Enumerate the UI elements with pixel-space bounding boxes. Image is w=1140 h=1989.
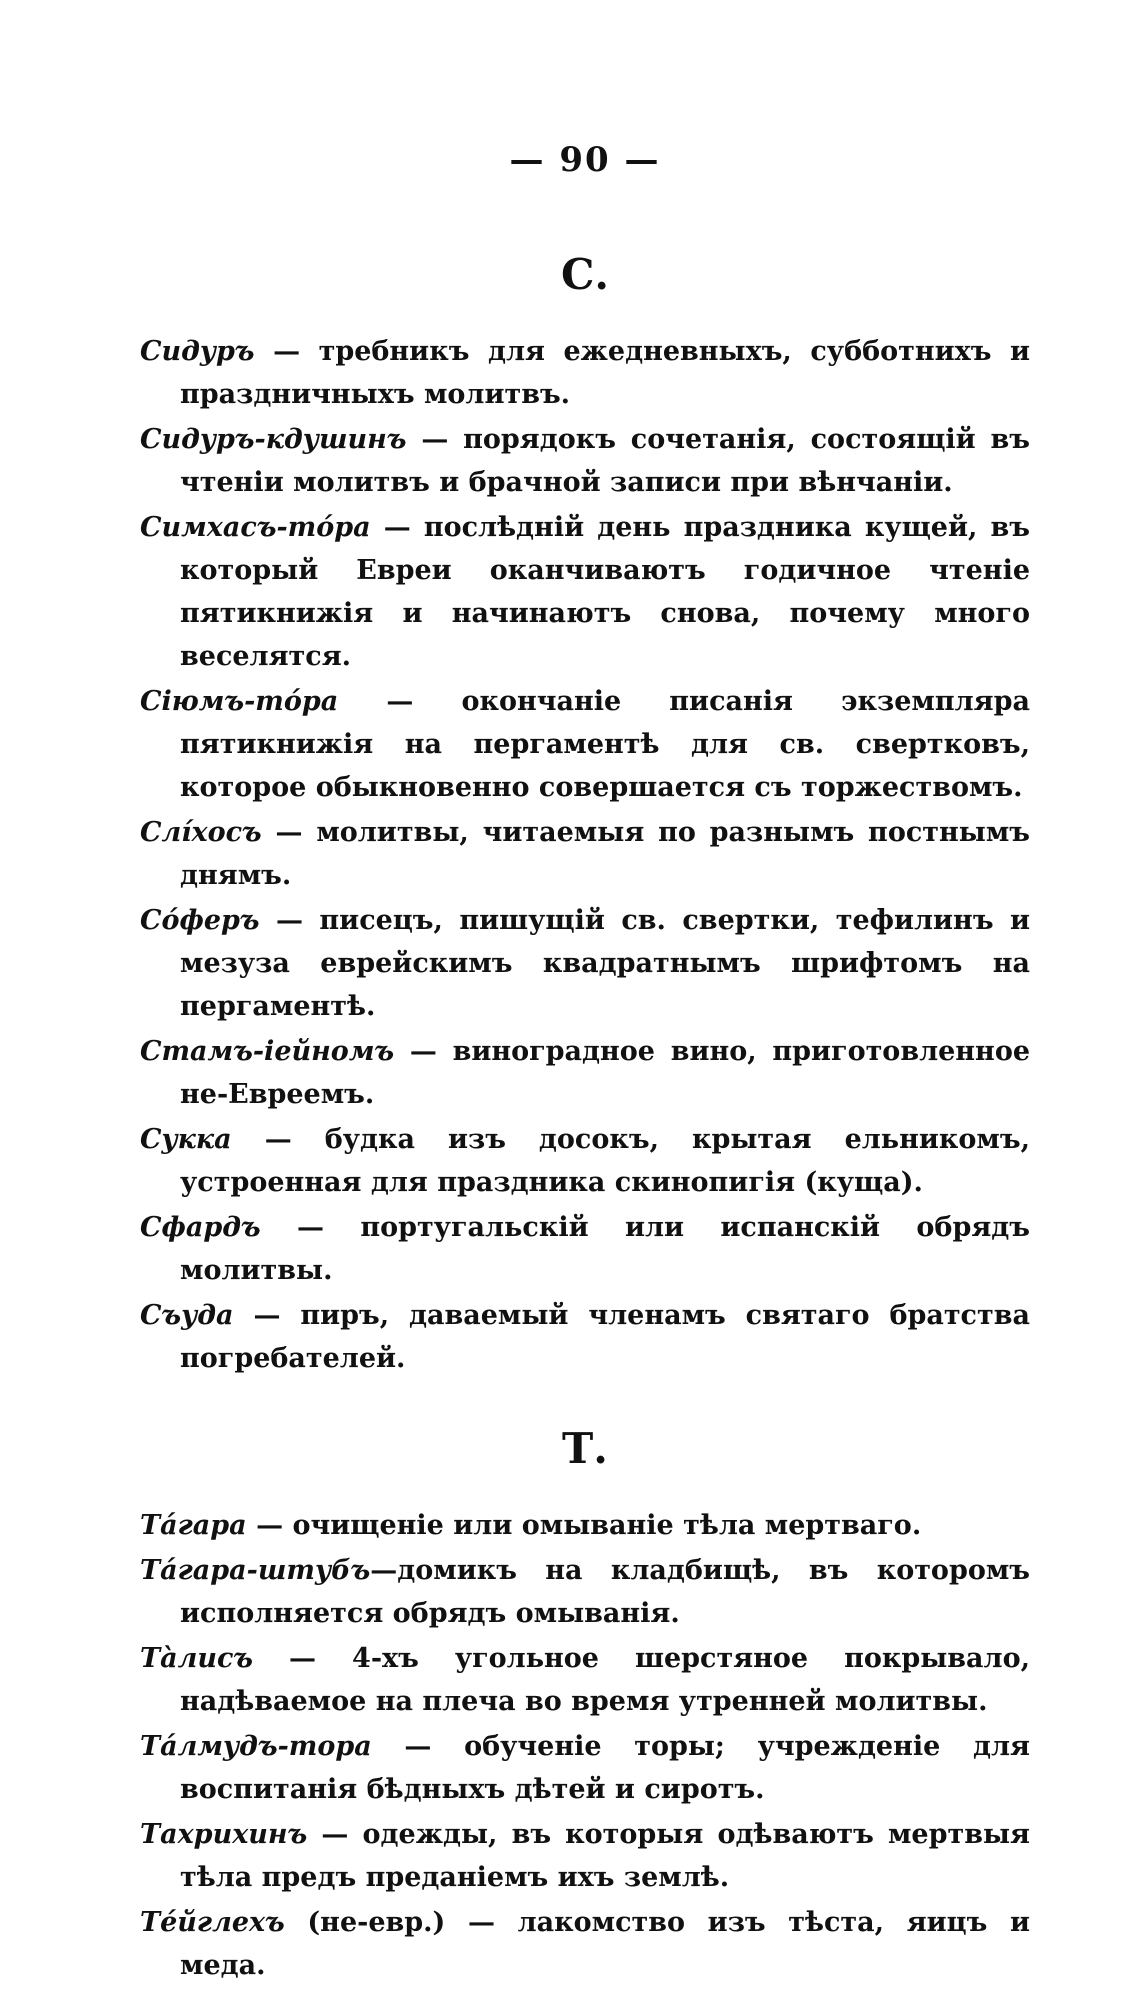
entry-term: Тàлисъ (140, 1643, 254, 1674)
entry-definition: послѣдній день праздника кущей, въ который Евреи оканчиваютъ годичное чтеніе пятикнижія и начинаютъ снова, почему много веселятся. (180, 512, 1030, 672)
entry: Тáгара-штубъ—домикъ на кладбищѣ, въ которомъ исполняется обрядъ омыванія. (140, 1555, 1030, 1629)
entry: Тàлисъ — 4-хъ угольное шерстяное покрывало, надѣваемое на плеча во время утренней молитвы. (140, 1643, 1030, 1717)
entry-definition: португальскій или испанскій обрядъ молитвы. (180, 1212, 1030, 1286)
entry-term: Тéйглехъ (140, 1907, 285, 1938)
entry-term: Сидуръ (140, 336, 255, 367)
entry-term: Съуда (140, 1300, 234, 1331)
entry-definition: молитвы, читаемыя по разнымъ постнымъ днямъ. (180, 817, 1030, 891)
entry-term: Стамъ-іейномъ (140, 1036, 395, 1067)
entry-term: Сіюмъ-тóра (140, 686, 339, 717)
entry: Сіюмъ-тóра — окончаніе писанія экземпляра пятикнижія на пергаментѣ для св. свертковъ, которое обыкновенно совершается съ торжествомъ. (140, 686, 1031, 803)
entry-note: (не-евр.) (307, 1907, 446, 1938)
entry-term: Сóферъ (140, 905, 260, 936)
section-letter: Т. (562, 1424, 608, 1473)
entry: Сфардъ — португальскій или испанскій обрядъ молитвы. (140, 1212, 1030, 1286)
section-s (140, 240, 1030, 1380)
entry: Тéйглехъ (не-евр.) — лакомство изъ тѣста, яицъ и меда. (140, 1907, 1030, 1981)
section-letter: С. (560, 250, 610, 299)
entry-definition: домикъ на кладбищѣ, въ которомъ исполняется обрядъ омыванія. (180, 1555, 1030, 1629)
entry-term: Слíхосъ (140, 817, 262, 848)
entry-term: Тáгара-штубъ (140, 1555, 371, 1586)
entry-definition: требникъ для ежедневныхъ, субботнихъ и праздничныхъ молитвъ. (180, 336, 1030, 410)
entry-definition: 4-хъ угольное шерстяное покрывало, надѣваемое на плеча во время утренней молитвы. (180, 1643, 1030, 1717)
entry: Сидуръ — требникъ для ежедневныхъ, субботнихъ и праздничныхъ молитвъ. (140, 336, 1030, 410)
entry-term: Сукка (140, 1124, 232, 1155)
entry: Тахрихинъ — одежды, въ которыя одѣваютъ мертвыя тѣла предъ преданіемъ ихъ землѣ. (140, 1819, 1030, 1893)
entry-list (140, 330, 1030, 1380)
entry: Слíхосъ — молитвы, читаемыя по разнымъ постнымъ днямъ. (140, 817, 1030, 891)
entry: Тáгара — очищеніе или омываніе тѣла мертваго. (140, 1510, 922, 1541)
entry-definition: порядокъ сочетанія, состоящій въ чтеніи молитвъ и брачной записи при вѣнчаніи. (180, 424, 1030, 498)
entry: Стамъ-іейномъ — виноградное вино, приготовленное не-Евреемъ. (140, 1036, 1031, 1110)
entry-definition: очищеніе или омываніе тѣла мертваго. (292, 1510, 922, 1541)
entry-definition: будка изъ досокъ, крытая ельникомъ, устроенная для праздника скинопигія (куща). (180, 1124, 1030, 1198)
entry-definition: писецъ, пишущій св. свертки, тефилинъ и мезуза еврейскимъ квадратнымъ шрифтомъ на пергаментѣ. (180, 905, 1030, 1022)
entry-term: Тáгара (140, 1510, 247, 1541)
entry-definition: окончаніе писанія экземпляра пятикнижія на пергаментѣ для св. свертковъ, которое обыкновенно совершается съ торжествомъ. (180, 686, 1031, 803)
entry: Съуда — пиръ, даваемый членамъ святаго братства погребателей. (140, 1300, 1030, 1374)
entry: Тáлмудъ-тора — обученіе торы; учрежденіе для воспитанія бѣдныхъ дѣтей и сиротъ. (140, 1731, 1030, 1805)
document-page (140, 130, 1030, 1989)
entry-definition: пиръ, даваемый членамъ святаго братства погребателей. (180, 1300, 1030, 1374)
entry-definition: виноградное вино, приготовленное не-Евреемъ. (180, 1036, 1031, 1110)
entry: Сукка — будка изъ досокъ, крытая ельникомъ, устроенная для праздника скинопигія (куща). (140, 1124, 1030, 1198)
entry-term: Тáлмудъ-тора (140, 1731, 372, 1762)
entry-definition: обученіе торы; учрежденіе для воспитанія бѣдныхъ дѣтей и сиротъ. (180, 1731, 1030, 1805)
page-number: — 90 — (509, 140, 661, 180)
entry-term: Сидуръ-кдушинъ (140, 424, 407, 455)
entry-term: Тахрихинъ (140, 1819, 308, 1850)
entry-term: Сфардъ (140, 1212, 261, 1243)
entry: Сидуръ-кдушинъ — порядокъ сочетанія, состоящій въ чтеніи молитвъ и брачной записи при вѣнчаніи. (140, 424, 1030, 498)
entry-definition: одежды, въ которыя одѣваютъ мертвыя тѣла предъ преданіемъ ихъ землѣ. (180, 1819, 1030, 1893)
section-t (140, 1414, 1030, 1987)
entry: Сóферъ — писецъ, пишущій св. свертки, тефилинъ и мезуза еврейскимъ квадратнымъ шрифтомъ на пергаментѣ. (140, 905, 1030, 1022)
entry: Симхасъ-тóра — послѣдній день праздника кущей, въ который Евреи оканчиваютъ годичное чтеніе пятикнижія и начинаютъ снова, почему много веселятся. (140, 512, 1030, 672)
entry-list (140, 1504, 1030, 1987)
entry-definition: лакомство изъ тѣста, яицъ и меда. (180, 1907, 1030, 1981)
entry-term: Симхасъ-тóра (140, 512, 371, 543)
